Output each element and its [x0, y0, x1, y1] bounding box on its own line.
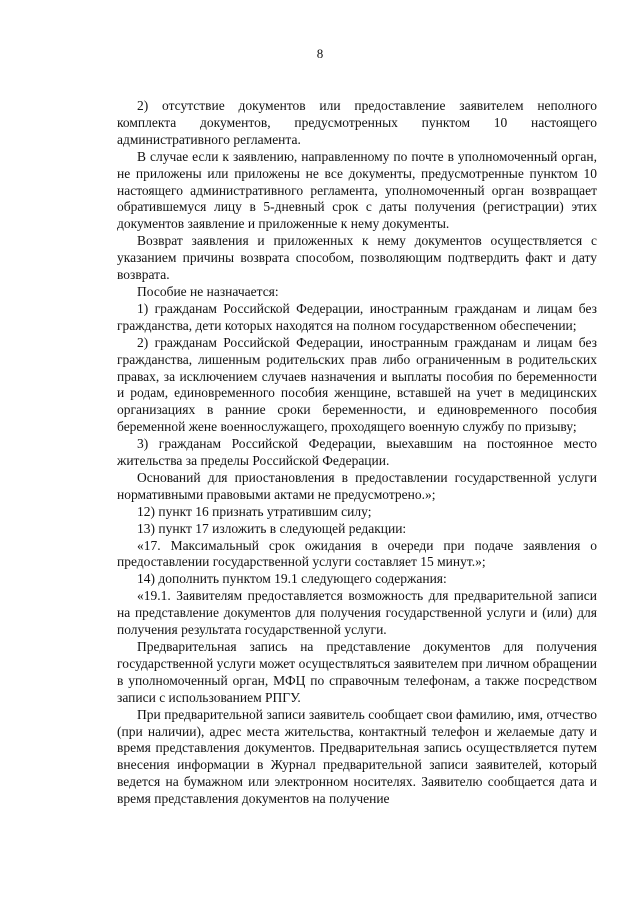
paragraph: При предварительной записи заявитель сообщает свои фамилию, имя, отчество (при наличии), адрес места жительства, контактный телефон и желаемые дату и время представления документов. Предварительная запись осуществляется путем внесения информации в Журнал предварительной записи заявителей, который ведется на бумажном или электронном носителях. Заявителю сообщается дата и время представления документов на получение [117, 706, 597, 807]
page-number: 8 [316, 46, 324, 61]
body-text [117, 98, 597, 808]
paragraph: 14) дополнить пунктом 19.1 следующего содержания: [137, 571, 447, 587]
paragraph: 1) гражданам Российской Федерации, иностранным гражданам и лицам без гражданства, дети которых находятся на полном государственном обеспечении; [117, 300, 597, 333]
paragraph: Оснований для приостановления в предоставлении государственной услуги нормативными правовыми актами не предусмотрено.»; [117, 469, 597, 502]
paragraph: 2) гражданам Российской Федерации, иностранным гражданам и лицам без гражданства, лишенным родительских прав либо ограниченным в родительских правах, за исключением случаев назначения и выплаты пособия по беременности и родам, единовременного пособия женщине, вставшей на учет в медицинских организациях в ранние сроки беременности, и единовременного пособия беременной жене военнослужащего, проходящего военную службу по призыву; [117, 334, 597, 435]
paragraph: 13) пункт 17 изложить в следующей редакции: [137, 520, 407, 536]
paragraph: В случае если к заявлению, направленному по почте в уполномоченный орган, не приложены или приложены не все документы, предусмотренные пунктом 10 настоящего административного регламента, уполномоченный орган возвращает обратившемуся лицу в 5-дневный срок с даты получения (регистрации) этих документов заявление и приложенные к нему документы. [117, 148, 597, 232]
paragraph: Пособие не назначается: [137, 283, 279, 299]
paragraph: Предварительная запись на представление документов для получения государственной услуги может осуществляться заявителем при личном обращении в уполномоченный орган, МФЦ по справочным телефонам, а также посредством записи с использованием РПГУ. [117, 639, 597, 705]
paragraph: 2) отсутствие документов или предоставление заявителем неполного комплекта документов, предусмотренных пунктом 10 настоящего административного регламента. [117, 98, 597, 147]
paragraph: «17. Максимальный срок ожидания в очереди при подаче заявления о предоставлении государственной услуги составляет 15 минут.»; [117, 537, 597, 570]
paragraph: 12) пункт 16 признать утратившим силу; [137, 503, 372, 519]
paragraph: «19.1. Заявителям предоставляется возможность для предварительной записи на представление документов для получения государственной услуги и (или) для получения результата государственной услуги. [117, 588, 597, 638]
paragraph: Возврат заявления и приложенных к нему документов осуществляется с указанием причины возврата способом, позволяющим подтвердить факт и дату возврата. [117, 233, 597, 283]
paragraph: 3) гражданам Российской Федерации, выехавшим на постоянное место жительства за пределы Российской Федерации. [117, 436, 597, 469]
